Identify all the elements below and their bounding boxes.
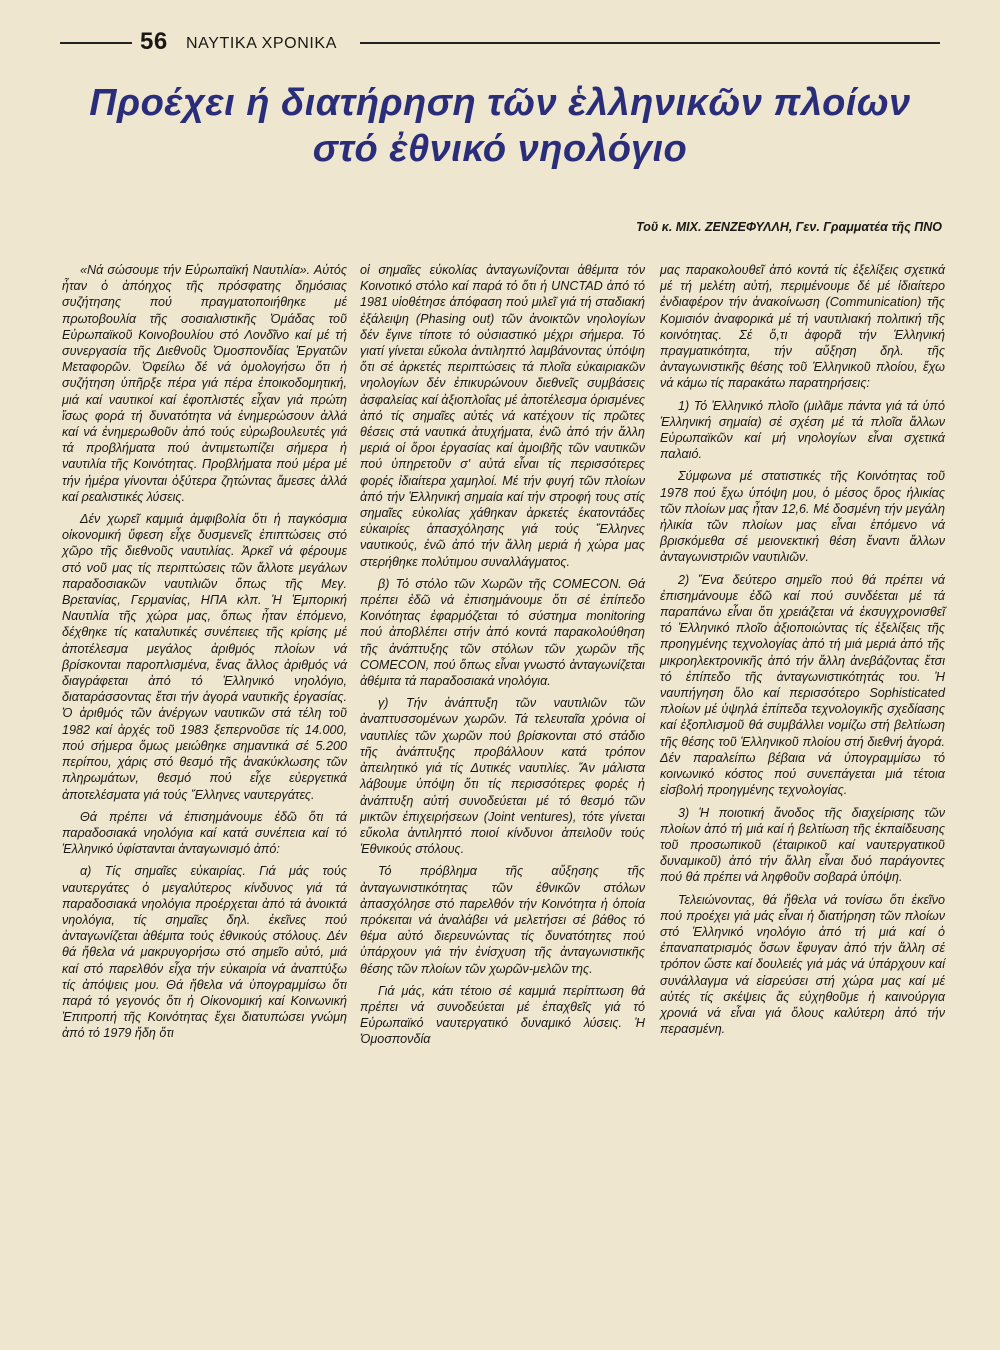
paragraph: γ) Τήν ἀνάπτυξη τῶν ναυτιλιῶν τῶν ἀναπτυσσομένων χωρῶν. Τά τελευταῖα χρόνια οἱ ναυτιλίες τῶν χωρῶν πού βρίσκονται στό στάδιο τῆς ἀνάπτυξης προβάλλουν κατά τρόπον ἀπειλητικό γιά τίς Δυτικές ναυτιλίες. Ἄν μάλιστα λάβουμε ὑπόψη ὅτι τίς περισσότερες φορές ἡ ἀνάπτυξη αὐτή συνοδεύεται μέ τό θεσμό τῶν μικτῶν ἐπιχειρήσεων (Joint ventures), τότε γίνεται εὔκολα ἀντιληπτό ποιοί κίνδυνοι ἀπειλοῦν τούς Ἐθνικούς στόλους. bbox=[360, 696, 645, 857]
paragraph: β) Τό στόλο τῶν Χωρῶν τῆς COMECON. Θά πρέπει ἐδῶ νά ἐπισημάνουμε ὅτι σέ ἐπίπεδο Κοινότητας ἐφαρμόζεται τό σύστημα monitoring πού ἀποβλέπει στήν ἀπό κοντά παρακολούθηση τῆς ἀνάπτυξης τῶν στόλων τῶν χωρῶν τῆς COMECON, πού ὅπως εἶναι γνωστό ἀνταγωνίζεται ἀθέμιτα τά παραδοσιακά νηολόγια. bbox=[360, 576, 645, 689]
title-line-2: στό ἐθνικό νηολόγιο bbox=[312, 128, 688, 170]
publication-name: ΝΑΥΤΙΚΑ ΧΡΟΝΙΚΑ bbox=[186, 35, 337, 52]
paragraph: Θά πρέπει νά ἐπισημάνουμε ἐδῶ ὅτι τά παραδοσιακά νηολόγια καί κατά συνέπεια καί τό Ἑλληνικό ὑφίστανται ἀνταγωνισμό ἀπό: bbox=[62, 809, 347, 857]
article-title bbox=[40, 80, 960, 172]
paragraph: 3) Ἡ ποιοτική ἄνοδος τῆς διαχείρισης τῶν πλοίων ἀπό τή μιά καί ἡ βελτίωση τῆς ἐκπαίδευσης τοῦ προσωπικοῦ (ἐταιρικοῦ καί ναυτεργατικοῦ δυναμικοῦ) ἀπό τήν ἄλλη εἶναι δυό παράγοντες πού θά πρέπει νά ληφθοῦν σοβαρά ὑπόψη. bbox=[660, 805, 945, 885]
header-rule-right bbox=[360, 42, 940, 44]
paragraph: Σύμφωνα μέ στατιστικές τῆς Κοινότητας τοῦ 1978 πού ἔχω ὑπόψη μου, ὁ μέσος ὅρος ἡλικίας τῶν πλοίων μας ἦταν 12,6. Μέ δοσμένη τήν μεγάλη ἡλικία τῶν πλοίων μας εἶναι ἑπόμενο νά βρισκόμεθα σέ μειονεκτική θέση ἔναντι ἄλλων ἀνταγωνιστριῶν ναυτιλιῶν. bbox=[660, 469, 945, 565]
paragraph: «Νά σώσουμε τήν Εὐρωπαϊκή Ναυτιλία». Αὐτός ἦταν ὁ ἀπόηχος τῆς πρόσφατης δημόσιας συζήτησης πού πραγματοποιήθηκε μέ πρωτοβουλία τῆς σοσιαλιστικῆς Ὁμάδας τοῦ Εὐρωπαϊκοῦ Κοινοβουλίου στό Λονδῖνο καί μέ τή συνεργασία τῆς Διεθνοῦς Ὁμοσπονδίας Ἐργατῶν Μεταφορῶν. Ὀφείλω δέ νά ὁμολογήσω ὅτι ἡ συζήτηση ὑπῆρξε πέρα γιά πέρα ἐποικοδομητική, μιά καί ναυτικοί καί ἐφοπλιστές εἶχαν γιά πρώτη ἴσως φορά τή δυνατότητα νά ἐνημερώσουν ἀλλά καί νά ἐνημερωθοῦν ἀπό τούς εὐρωβουλευτές γιά τά προβλήματα πού ἀντιμετωπίζει σήμερα ἡ ναυτιλία τῆς Κοινότητας. Προβλήματα πού μέρα μέ τήν ἡμέρα γίνονται ὀξύτερα ζητώντας ἄμεσες ἀλλά καί ρεαλιστικές λύσεις. bbox=[62, 263, 347, 504]
paragraph: α) Τίς σημαῖες εὐκαιρίας. Γιά μάς τούς ναυτεργάτες ὁ μεγαλύτερος κίνδυνος γιά τά παραδοσιακά νηολόγια προέρχεται ἀπό τά ἀνοικτά νηολόγια, τίς σημαῖες δηλ. ἐκεῖνες πού ἀνταγωνίζεται ἀθέμιτα τούς ἐθνικούς στόλους. Δέν θά ἤθελα νά μακρυγορήσω στό σημεῖο αὐτό, μιά καί στό παρελθόν εἶχα τήν εὐκαιρία νά ἀναπτύξω τίς ἀπόψεις μου. Θά ἤθελα νά ὑπογραμμίσω ὅτι παρά τό γεγονός ὅτι ἡ Οἰκονομική καί Κοινωνική Ἐπιτροπή τῆς Κοινότητας ἔχει διατυπώσει γνώμη ἀπό τό 1979 ἤδη ὅτι bbox=[62, 864, 347, 1041]
paragraph: Τό πρόβλημα τῆς αὔξησης τῆς ἀνταγωνιστικότητας τῶν ἐθνικῶν στόλων ἀπασχόλησε στό παρελθόν τήν Κοινότητα ἡ ὁποία πρόκειται νά ἀναλάβει νά μελετήσει σέ βάθος τό θέμα αὐτό διερευνώντας τίς δυνατότητες πού ὑπάρχουν γιά τήν ἐνίσχυση τῆς ἀνταγωνιστικῆς θέσης τῶν πλοίων τῶν χωρῶν-μελῶν της. bbox=[360, 864, 645, 976]
paragraph: 2) Ἕνα δεύτερο σημεῖο πού θά πρέπει νά ἐπισημάνουμε ἐδῶ καί πού συνδέεται μέ τά παραπάνω εἶναι ὅτι χρειάζεται νά ἐκσυγχρονισθεῖ τό Ἑλληνικό πλοῖο ἀξιοποιώντας τίς ἐξελίξεις τῆς προηγμένης τεχνολογίας ἀπό τή μιά μεριά ἀπό τῆς μικροηλεκτρονικῆς ἀπό τήν ἄλλη ἀνεβάζοντας ἔτσι τό ἐπίπεδο τῆς ἀνταγωνιστικότητάς του. Ἡ ναυπήγηση ὅλο καί περισσότερο Sophisticated πλοίων μέ ὑψηλά ἐπίπεδα τεχνολογικῆς σχεδίασης καί ἐξοπλισμοῦ θά συμβάλλει νομίζω στή βελτίωση τῆς θέσης τοῦ Ἑλληνικοῦ πλοίου στή διεθνή ἀγορά. Δέν παραλείπω βέβαια νά ὑπογραμμίσω τό κοινωνικό κόστος πού συνεπάγεται μιά τέτοια εἰσβολή προηγμένης τεχνολογίας. bbox=[660, 572, 945, 798]
text-column-3 bbox=[660, 262, 945, 1043]
paragraph: μας παρακολουθεῖ ἀπό κοντά τίς ἐξελίξεις σχετικά μέ τή μελέτη αὐτή, περιμένουμε δέ μέ ἰδιαίτερο ἐνδιαφέρον τήν ἀνακοίνωση (Communication) τῆς Κομισιόν ἀναφορικά μέ τή ναυτιλιακή πολιτική τῆς κοινότητας. Σέ ὅ,τι ἀφορᾶ τήν Ἑλληνική πραγματικότητα, τήν αὔξηση δηλ. τῆς ἀνταγωνιστικῆς θέσης τοῦ Ἑλληνικοῦ πλοίου, ἔχω νά κάμω τίς παρακάτω παρατηρήσεις: bbox=[660, 263, 945, 391]
paragraph: Γιά μάς, κάτι τέτοιο σέ καμμιά περίπτωση θά πρέπει νά συνοδεύεται μέ ἐπαχθεῖς γιά τό Εὐρωπαϊκό ναυτεργατικό δυναμικό λύσεις. Ἡ Ὁμοσπονδία bbox=[360, 983, 645, 1047]
byline: Τοῦ κ. ΜΙΧ. ΖΕΝΖΕΦΥΛΛΗ, Γεν. Γραμματέα τῆς ΠΝΟ bbox=[636, 220, 942, 234]
paragraph: οἱ σημαῖες εὐκολίας ἀνταγωνίζονται ἀθέμιτα τόν Κοινοτικό στόλο καί παρά τό ὅτι ἡ UNCTAD ἀπό τό 1981 υἱοθέτησε ἀπόφαση πού μιλεῖ γιά τή σταδιακή ἐξάλειψη (Phasing out) τῶν ἀνοικτῶν νηολογίων δέν ἔγινε τίποτε τό οὐσιαστικό μέχρι σήμερα. Τό γιατί γίνεται εὔκολα ἀντιληπτό λαμβάνοντας ὑπόψη ὅτι σέ ἀρκετές περιπτώσεις τά πλοῖα εὐκαιριακῶν νηολογίων δέν ἐπικυρώνουν διεθνεῖς συμβάσεις ἀσφαλείας καί ἀξιοπλοΐας μέ ἀποτέλεσμα ὁρισμένες ἀπό τίς σημαῖες αὐτές νά κατέχουν τίς πρῶτες θέσεις στά ναυτικά ἀτυχήματα, ἐνῶ ἀπό τήν ἄλλη μεριά οἱ ὅροι ἐργασίας καί ἀμοιβῆς τῶν ναυτικῶν πού ὑπηρετοῦν σ' αὐτά εἶναι τίς περισσότερες φορές ἰδιαίτερα χαμηλοί. Μέ τήν φυγή τῶν πλοίων ἀπό τήν Ἑλληνική σημαία καί τήν στροφή τους στίς σημαῖες εὐκολίας χάθηκαν ἀρκετές ἑκατοντάδες εὐκαιρίες ἀπασχόλησης γιά τούς Ἕλληνες ναυτικούς, ἐνῶ ἀπό τήν ἄλλη μεριά ἡ χώρα μας στερήθηκε πολύτιμου συναλλάγματος. bbox=[360, 263, 645, 569]
header-rule-left bbox=[60, 42, 132, 44]
page-number: 56 bbox=[140, 28, 168, 55]
text-column-2 bbox=[360, 262, 645, 1054]
title-line-1: Προέχει ή διατήρηση τῶν ἑλληνικῶν πλοίων bbox=[89, 82, 911, 124]
text-column-1 bbox=[62, 262, 347, 1048]
paragraph: 1) Τό Ἑλληνικό πλοῖο (μιλᾶμε πάντα γιά τά ὑπό Ἑλληνική σημαία) σέ σχέση μέ τά πλοῖα ἄλλων Εὐρωπαϊκῶν καί μή νηολογίων εἶναι σχετικά παλαιό. bbox=[660, 398, 945, 462]
paragraph: Δέν χωρεῖ καμμιά ἀμφιβολία ὅτι ἡ παγκόσμια οἰκονομική ὕφεση εἶχε δυσμενεῖς ἐπιπτώσεις στό χῶρο τῆς διεθνοῦς ναυτιλίας. Ἀρκεῖ νά φέρουμε στό νοῦ μας τίς περιπτώσεις τῶν ἄλλοτε μεγάλων παραδοσιακῶν ναυτιλιῶν ὅπως τῆς Μεγ. Βρετανίας, Γερμανίας, ΗΠΑ κλπ. Ἡ Ἐμπορική Ναυτιλία τῆς χώρα μας, ὅπως ἦταν ἑπόμενο, δέχθηκε τίς καταλυτικές συνέπειες τῆς κρίσης μέ ἀποτέλεσμα μεγάλος ἀριθμός πλοίων νά βρίσκονται παροπλισμένα, ἕνας ἄλλος ἀριθμός νά διαγράφεται ἀπό τό Ἑλληνικό νηολόγιο, διαταράσσοντας ἔτσι τήν ἀγορά ναυτικῆς ἐργασίας. Ὁ ἀριθμός τῶν ἀνέργων ναυτικῶν στά τέλη τοῦ 1982 καί ἀρχές τοῦ 1983 ξεπερνοῦσε τίς 14.000, πού σήμερα ὅμως μειώθηκε σημαντικά σέ 5.200 περίπου, χάρις στό θεσμό τῆς ἀνακύκλωσης τῶν πληρωμάτων, θεσμό πού εἶχε εὐεργετικά ἀποτελέσματα γιά τούς Ἕλληνες ναυτεργάτες. bbox=[62, 512, 347, 802]
paragraph: Τελειώνοντας, θά ἤθελα νά τονίσω ὅτι ἐκεῖνο πού προέχει γιά μάς εἶναι ἡ διατήρηση τῶν πλοίων στό Ἑλληνικό νηολόγιο ἀπό τή μιά καί ὁ ἐπαναπατρισμός ὅσων ἔφυγαν ἀπό τήν ἄλλη σέ τρόπον ὥστε καί δουλειές γιά μάς νά ὑπάρχουν καί συνάλλαγμα νά εἰσρεύσει στή χώρα μας καί μέ αὐτές τίς σκέψεις ἄς εὐχηθοῦμε ἡ καινούργια χρονιά νά εἶναι γιά ὅλους καλύτερη ἀπό τήν περασμένη. bbox=[660, 892, 945, 1037]
